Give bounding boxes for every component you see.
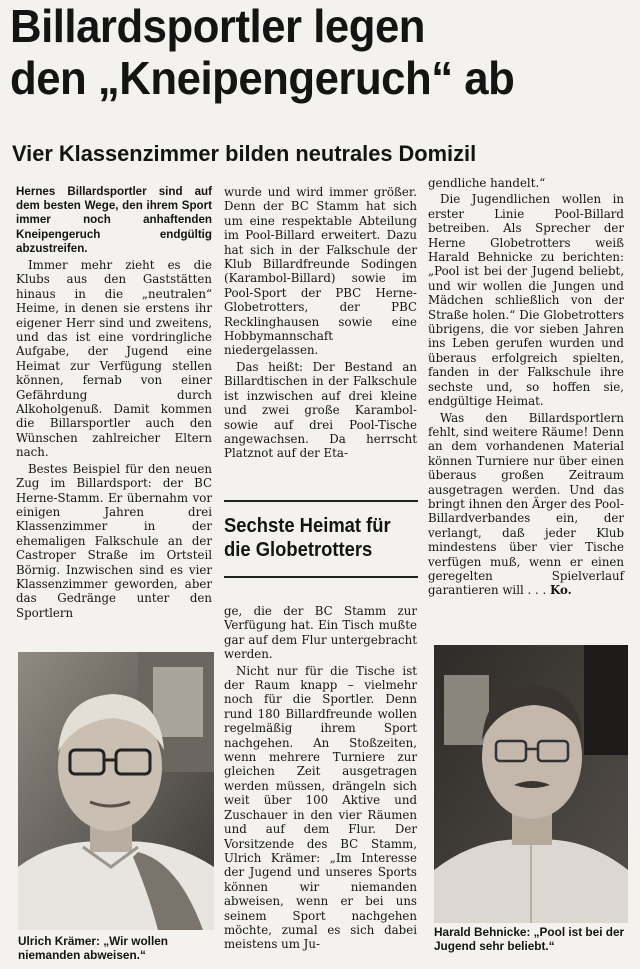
photo-harald-behnicke xyxy=(434,645,628,923)
subheading: Sechste Heimat für die Globetrotters xyxy=(224,515,391,561)
headline-line-1: Billardsportler legen xyxy=(10,0,426,52)
body-paragraph: ge, die der BC Stamm zur Verfügung hat. Ein Tisch mußte gar auf dem Flur untergebracht werden. xyxy=(224,604,417,662)
portrait-illustration xyxy=(434,645,628,923)
body-paragraph: Das heißt: Der Bestand an Billardtischen in der Falkschule ist inzwischen auf drei kleine und zwei große Karambol- sowie auf drei Pool-Tische angewachsen. Da herrscht Platznot auf der Eta- xyxy=(224,359,417,461)
subheadline: Vier Klassenzimmer bilden neutrales Domizil xyxy=(12,141,477,166)
subheading-box xyxy=(224,500,418,578)
headline xyxy=(10,0,604,104)
body-paragraph xyxy=(428,411,624,598)
body-paragraph: Die Jugendlichen wollen in erster Linie Pool-Billard betreiben. Als Sprecher der Herne Globetrotters weiß Harald Behnicke zu berichten: „Pool ist bei der Jugend beliebt, und wir wollen die Jungen und Mädchen schließlich von der Straße holen.“ Die Globetrotters übrigens, die vor sieben Jahren ins Leben gerufen wurden und überaus erfolgreich spielten, fanden in der Falkschule ihre sechste und, so hoffen sie, endgültige Heimat. xyxy=(428,192,624,409)
photo-ulrich-kraemer xyxy=(18,652,214,930)
photo-caption-1: Ulrich Krämer: „Wir wollen niemanden abweisen.“ xyxy=(18,934,169,962)
article-column-3 xyxy=(428,176,624,600)
portrait-illustration xyxy=(18,652,214,930)
body-paragraph: wurde und wird immer größer. Denn der BC Stamm hat sich um eine respektable Abteilung im Pool-Billard erweitert. Dazu hat sich in der Falkschule der Klub Billardfreunde Sodingen (Karambol-Billard) sowie im Pool-Sport der PBC Herne-Globetrotters, der PBC Recklinghausen sowie eine Hobbymannschaft niedergelassen. xyxy=(224,185,417,358)
body-paragraph: Bestes Beispiel für den neuen Zug im Billardsport: der BC Herne-Stamm. Er übernahm vor einigen Jahren drei Klassenzimmer in der ehemaligen Falkschule an der Castroper Straße im Ortsteil Börnig. Inzwischen sind es vier Klassenzimmer geworden, aber das Gedränge unter den Sportlern xyxy=(16,461,212,620)
author-initials: Ko. xyxy=(549,583,572,598)
headline-line-2: den „Kneipengeruch“ ab xyxy=(10,52,515,104)
article-column-2-continued xyxy=(224,604,417,954)
photo-caption-2: Harald Behnicke: „Pool ist bei der Jugend sehr beliebt.“ xyxy=(434,925,625,953)
body-paragraph: Nicht nur für die Tische ist der Raum knapp – vielmehr noch für die Sportler. Denn rund 180 Billardfreunde wollen regelmäßig ihrem Sport nachgehen. An Stoßzeiten, wenn mehrere Turniere zur gleichen Zeit ausgetragen werden müssen, drängeln sich weit über 100 Aktive und Zuschauer in den vier Räumen und auf dem Flur. Der Vorsitzende des BC Stamm, Ulrich Krämer: „Im Interesse der Jugend und unseres Sports können wir niemanden abweisen, wenn er bei uns seinem Sport nachgehen möchte, zumal es sich dabei meistens um Ju- xyxy=(224,663,417,952)
body-text: Was den Billardsportlern fehlt, sind weitere Räume! Denn an dem vorhandenen Material können Turniere nur über einen überaus großen Zeitraum ausgetragen werden. Und das bringt ihnen den Ärger des Pool-Billardverbandes ein, der verlangt, daß jeder Klub mindestens über vier Tische verfügen muß, wenn er einen geregelten Spielverlauf garantieren will . . . xyxy=(428,410,624,598)
article-column-1 xyxy=(16,185,212,622)
article-column-2 xyxy=(224,185,417,463)
lead-paragraph: Hernes Billardsportler sind auf dem besten Wege, den ihrem Sport immer noch anhaftenden Kneipengeruch endgültig abzustreifen. xyxy=(16,185,212,255)
body-paragraph: Immer mehr zieht es die Klubs aus den Gaststätten hinaus in die „neutralen“ Heime, in denen sie erstens ihr eigener Herr sind und zweitens, und das ist eine vordringliche Aufgabe, der Jugend eine Heimat zur Verfügung stellen können, fernab von einer Gefährdung durch Alkoholgenuß. Damit kommen die Billarsportler auch den Wünschen zahlreicher Eltern nach. xyxy=(16,258,212,460)
body-paragraph: gendliche handelt.“ xyxy=(428,176,546,190)
